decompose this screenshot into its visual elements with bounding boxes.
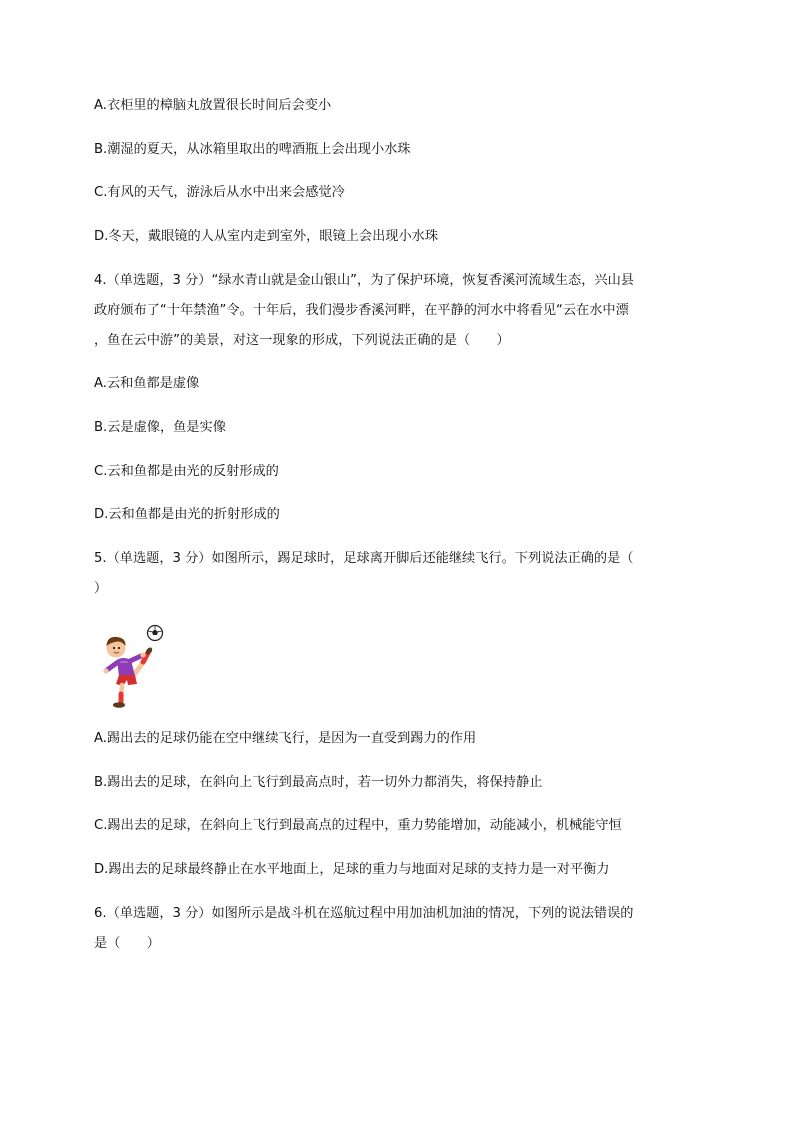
- q3-option-b: B.潮湿的夏天，从冰箱里取出的啤酒瓶上会出现小水珠: [94, 142, 411, 157]
- q4-stem-line-3: ，鱼在云中游”的美景，对这一现象的形成，下列说法正确的是（ ）: [94, 333, 510, 348]
- q4-stem-line-2: 政府颁布了“十年禁渔”令。十年后，我们漫步香溪河畔，在平静的河水中将看见“云在水中漂: [94, 303, 629, 318]
- q4-option-b: B.云是虚像，鱼是实像: [94, 420, 226, 435]
- q5-option-a: A.踢出去的足球仍能在空中继续飞行，是因为一直受到踢力的作用: [94, 731, 477, 746]
- q5-option-d: D.踢出去的足球最终静止在水平地面上，足球的重力与地面对足球的支持力是一对平衡力: [94, 862, 610, 877]
- q6-stem-line-1: 6.（单选题，3 分）如图所示是战斗机在巡航过程中用加油机加油的情况，下列的说法错误的: [94, 906, 634, 921]
- q4-option-c: C.云和鱼都是由光的反射形成的: [94, 464, 279, 479]
- q5-option-c: C.踢出去的足球，在斜向上飞行到最高点的过程中，重力势能增加，动能减小，机械能守恒: [94, 818, 622, 833]
- q4-stem-line-1: 4.（单选题，3 分）“绿水青山就是金山银山”，为了保护环境，恢复香溪河流域生态，兴山县: [94, 273, 634, 288]
- soccer-ball-icon: [148, 626, 163, 641]
- q5-option-b: B.踢出去的足球，在斜向上飞行到最高点时，若一切外力都消失，将保持静止: [94, 775, 543, 790]
- q6-stem-line-2: 是（ ）: [94, 936, 160, 951]
- q4-option-d: D.云和鱼都是由光的折射形成的: [94, 507, 280, 522]
- q3-option-d: D.冬天，戴眼镜的人从室内走到室外，眼镜上会出现小水珠: [94, 229, 439, 244]
- soccer-player-figure: [97, 622, 169, 712]
- q4-option-a: A.云和鱼都是虚像: [94, 376, 200, 391]
- q3-option-a: A.衣柜里的樟脑丸放置很长时间后会变小: [94, 98, 332, 113]
- q5-stem-line-2: ）: [94, 581, 108, 596]
- q3-option-c: C.有风的天气，游泳后从水中出来会感觉冷: [94, 185, 345, 200]
- q5-stem-line-1: 5.（单选题，3 分）如图所示，踢足球时，足球离开脚后还能继续飞行。下列说法正确的是（: [94, 551, 634, 566]
